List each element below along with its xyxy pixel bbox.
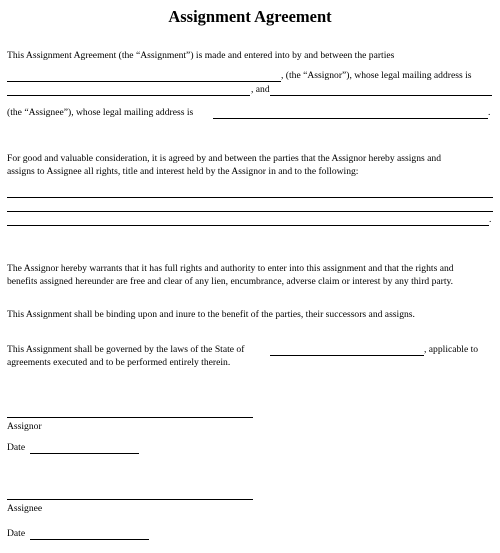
consideration-line-2: assigns to Assignee all rights, title and interest held by the Assignor in and to the following: (7, 166, 359, 177)
assignor-date-label: Date (7, 442, 26, 453)
assignee-date-blank (30, 539, 149, 540)
document-title: Assignment Agreement (168, 7, 332, 26)
assignee-date-label: Date (7, 528, 26, 539)
assignee-name-blank (270, 95, 492, 96)
assigned-items-blank-1 (7, 197, 493, 198)
and-label: , and (251, 84, 270, 95)
intro-period: . (488, 107, 491, 118)
consideration-line-1: For good and valuable consideration, it is agreed by and between the parties that the Assignor hereby assigns and (7, 153, 442, 164)
state-blank (270, 355, 424, 356)
governing-line-1-start: This Assignment shall be governed by the laws of the State of (7, 344, 245, 355)
assigned-items-blank-3 (7, 225, 489, 226)
assignor-label: , (the “Assignor”), whose legal mailing address is (281, 70, 472, 81)
warranty-line-1: The Assignor hereby warrants that it has full rights and authority to enter into this assignment and that the rights and (7, 263, 454, 274)
governing-line-1-end: , applicable to (424, 344, 479, 355)
assignor-signature-line (7, 417, 253, 418)
warranty-line-2: benefits assigned hereunder are free and clear of any lien, encumbrance, adverse claim or interest by any third party. (7, 276, 454, 287)
assignor-name-blank (7, 81, 281, 82)
assignee-signature-label: Assignee (7, 503, 43, 514)
assignee-address-blank (213, 118, 488, 119)
intro-line-1: This Assignment Agreement (the “Assignment”) is made and entered into by and between the parties (7, 50, 395, 61)
assignor-address-blank (7, 95, 250, 96)
governing-line-2: agreements executed and to be performed entirely therein. (7, 357, 231, 368)
binding-line: This Assignment shall be binding upon and inure to the benefit of the parties, their successors and assigns. (7, 309, 415, 320)
assignee-signature-line (7, 499, 253, 500)
assignee-label: (the “Assignee”), whose legal mailing address is (7, 107, 194, 118)
assigned-items-blank-2 (7, 211, 493, 212)
assignor-date-blank (30, 453, 139, 454)
consideration-period: . (489, 214, 492, 225)
assignor-signature-label: Assignor (7, 421, 42, 432)
